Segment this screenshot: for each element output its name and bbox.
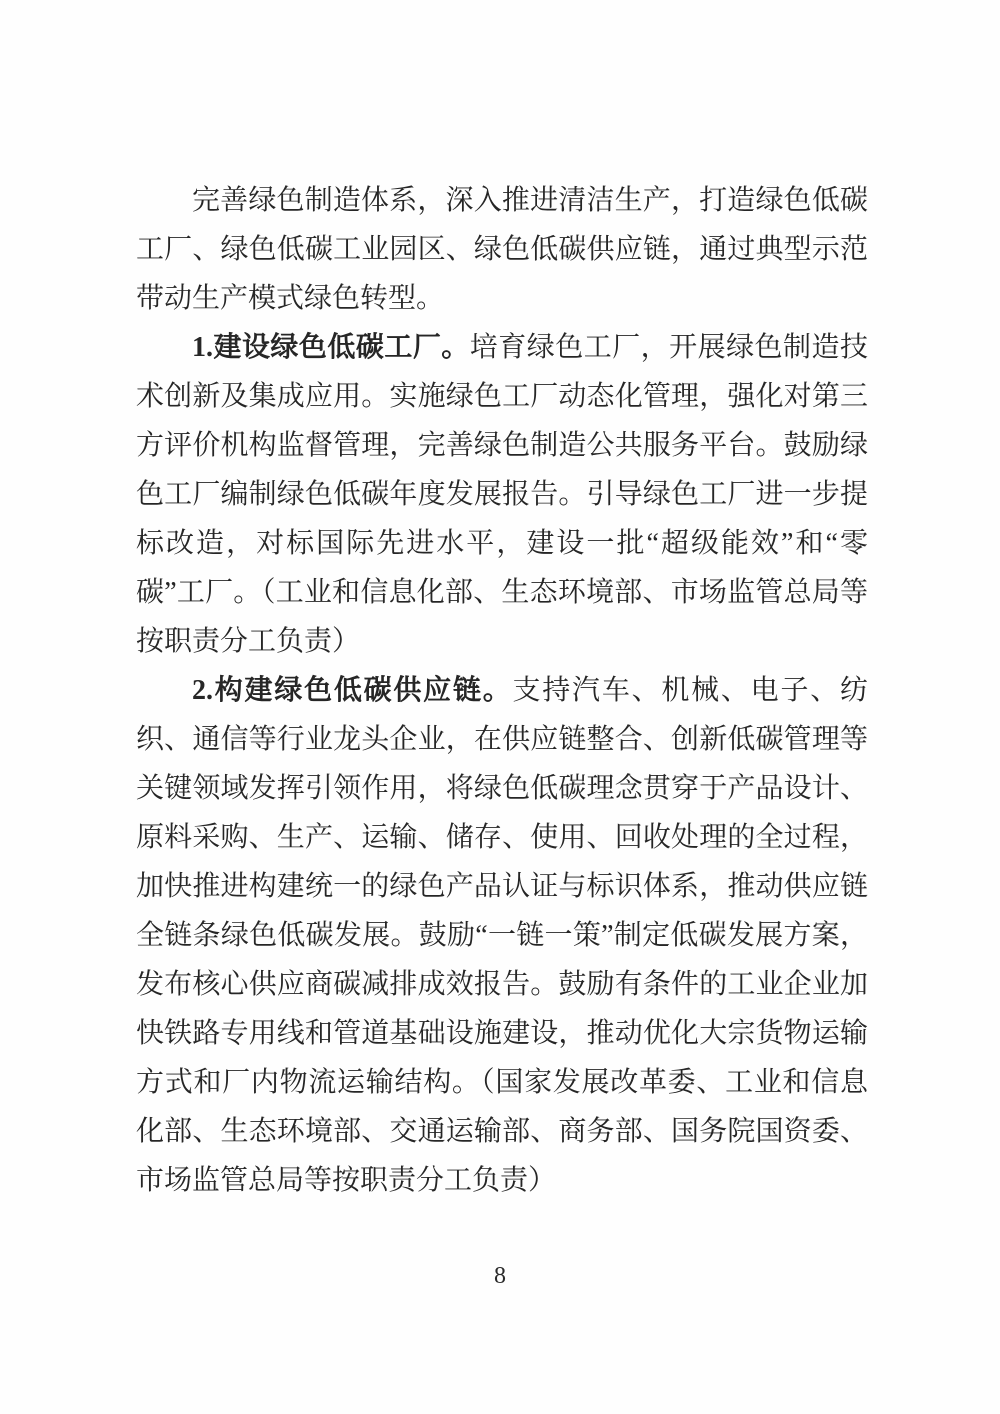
paragraph-text: 培育绿色工厂，开展绿色制造技术创新及集成应用。实施绿色工厂动态化管理，强化对第三方评价机构监督管理，完善绿色制造公共服务平台。鼓励绿色工厂编制绿色低碳年度发展报告。引导绿色工厂进一步提标改造，对标国际先进水平，建设一批“超级能效”和“零碳”工厂。（工业和信息化部、生态环境部、市场监管总局等按职责分工负责）: [136, 332, 868, 657]
document-body: [136, 176, 868, 1205]
paragraph-text: 完善绿色制造体系，深入推进清洁生产，打造绿色低碳工厂、绿色低碳工业园区、绿色低碳供应链，通过典型示范带动生产模式绿色转型。: [136, 185, 868, 314]
paragraph-item-1: [136, 323, 868, 666]
paragraph-lead: 1.建设绿色低碳工厂。: [192, 332, 470, 363]
paragraph-intro: [136, 176, 868, 323]
paragraph-item-2: [136, 666, 868, 1205]
paragraph-text: 支持汽车、机械、电子、纺织、通信等行业龙头企业，在供应链整合、创新低碳管理等关键领域发挥引领作用，将绿色低碳理念贯穿于产品设计、原料采购、生产、运输、储存、使用、回收处理的全过程，加快推进构建统一的绿色产品认证与标识体系，推动供应链全链条绿色低碳发展。鼓励“一链一策”制定低碳发展方案，发布核心供应商碳减排成效报告。鼓励有条件的工业企业加快铁路专用线和管道基础设施建设，推动优化大宗货物运输方式和厂内物流运输结构。（国家发展改革委、工业和信息化部、生态环境部、交通运输部、商务部、国务院国资委、市场监管总局等按职责分工负责）: [136, 675, 868, 1196]
paragraph-lead: 2.构建绿色低碳供应链。: [192, 675, 513, 706]
page-number: 8: [494, 1263, 506, 1289]
